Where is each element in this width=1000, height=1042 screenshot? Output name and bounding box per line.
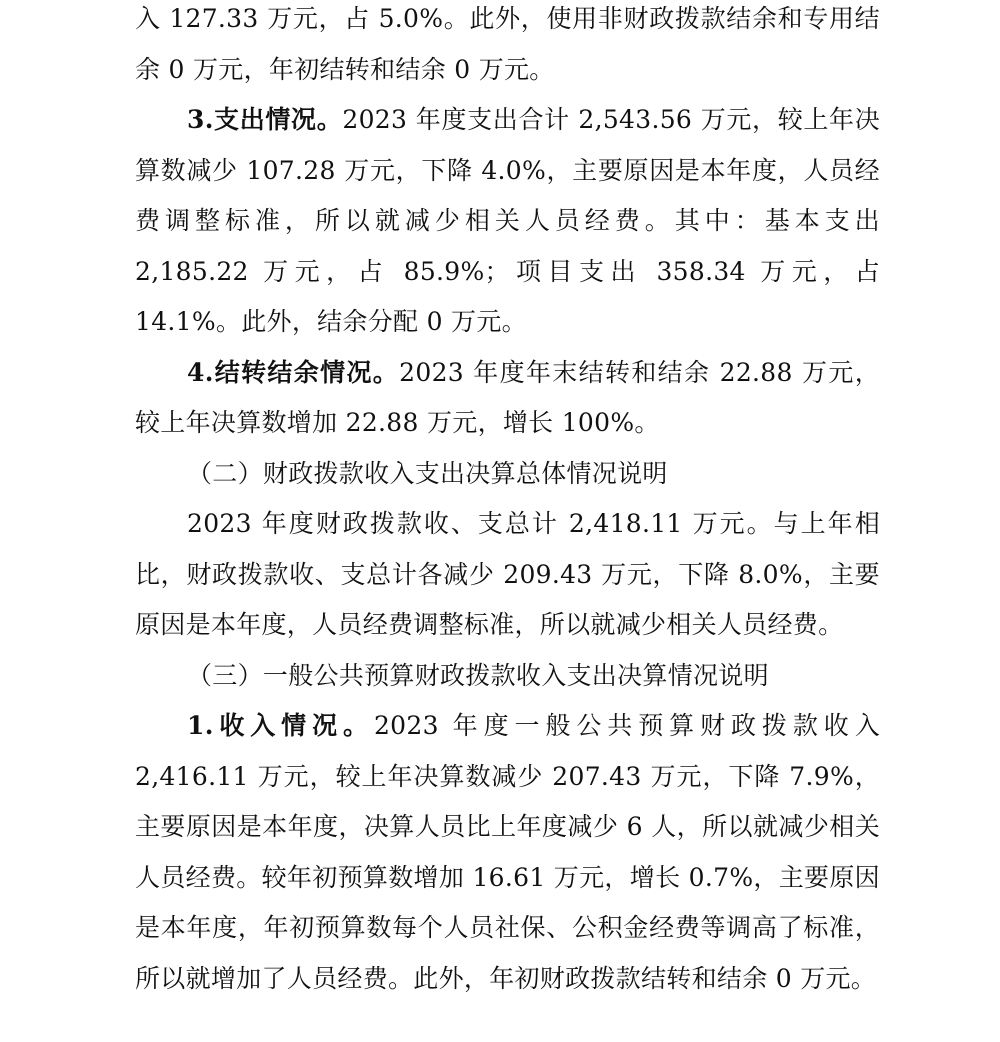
heading-text: （二）财政拨款收入支出决算总体情况说明	[187, 458, 668, 488]
section-lead: 1.收入情况。	[187, 711, 374, 740]
paragraph-expenditure	[135, 95, 880, 348]
paragraph-text: 2023 年度年末结转和结余 22.88 万元，较上年决算数增加 22.88 万元，增长 100%。	[135, 357, 880, 437]
section-heading-fiscal-overview	[135, 449, 880, 500]
paragraph-budget-income	[135, 701, 880, 1004]
paragraph-text: 入 127.33 万元，占 5.0%。此外，使用非财政拨款结余和专用结余 0 万元，年初结转和结余 0 万元。	[135, 4, 880, 84]
paragraph-fiscal-total	[135, 499, 880, 651]
paragraph-text: 2023 年度支出合计 2,543.56 万元，较上年决算数减少 107.28 万元，下降 4.0%，主要原因是本年度，人员经费调整标准，所以就减少相关人员经费。其中：基本支出 2,185.22 万元，占 85.9%；项目支出 358.34 万元，占 14.1%。此外，结余分配 0 万元。	[135, 105, 880, 336]
section-heading-general-budget	[135, 651, 880, 702]
document-page	[135, 0, 880, 1004]
section-lead: 4.结转结余情况。	[187, 357, 400, 387]
paragraph-carryover	[135, 348, 880, 449]
heading-text: （三）一般公共预算财政拨款收入支出决算情况说明	[187, 660, 769, 690]
section-lead: 3.支出情况。	[187, 105, 343, 134]
paragraph-text: 2023 年度财政拨款收、支总计 2,418.11 万元。与上年相比，财政拨款收、支总计各减少 209.43 万元，下降 8.0%，主要原因是本年度，人员经费调整标准，所以就减少相关人员经费。	[135, 509, 880, 639]
paragraph-text: 2023 年度一般公共预算财政拨款收入 2,416.11 万元，较上年决算数减少 207.43 万元，下降 7.9%，主要原因是本年度，决算人员比上年度减少 6 人，所以就减少相关人员经费。较年初预算数增加 16.61 万元，增长 0.7%，主要原因是本年度，年初预算数每个人员社保、公积金经费等调高了标准，所以就增加了人员经费。此外，年初财政拨款结转和结余 0 万元。	[135, 711, 881, 993]
paragraph-income-continued	[135, 0, 880, 95]
